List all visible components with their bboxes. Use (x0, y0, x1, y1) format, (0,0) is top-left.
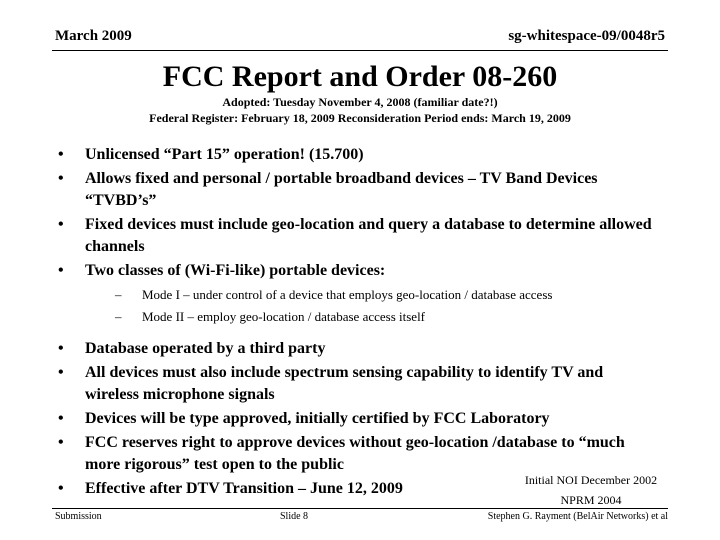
bullet-list (58, 144, 658, 502)
sub-bullet-text: Mode II – employ geo-location / database access itself (142, 309, 426, 324)
bullet-text: Unlicensed “Part 15” operation! (15.700) (85, 146, 364, 163)
bullet-item (58, 362, 658, 406)
sub-bullet-item (85, 284, 658, 306)
footer-submission: Submission (55, 511, 102, 522)
slide-title: FCC Report and Order 08-260 (162, 60, 558, 93)
sub-bullet-text: Mode I – under control of a device that employs geo-location / database access (142, 287, 553, 302)
sub-bullet-item (85, 306, 658, 328)
bullet-item (58, 408, 658, 430)
subtitle-adopted: Adopted: Tuesday November 4, 2008 (familiar date?!) (222, 95, 498, 109)
bullet-item (58, 144, 658, 166)
bullet-item (58, 214, 658, 258)
subtitle-federal-register: Federal Register: February 18, 2009 Reconsideration Period ends: March 19, 2009 (149, 111, 571, 125)
bullet-item (58, 168, 658, 212)
footer-rule (52, 508, 668, 509)
dash-icon: – (115, 287, 122, 302)
bullet-text: Database operated by a third party (85, 340, 326, 357)
sub-bullet-list (85, 284, 658, 328)
bullet-icon: • (58, 170, 64, 187)
dash-icon: – (115, 309, 122, 324)
header-doc-id: sg-whitespace-09/0048r5 (508, 28, 665, 44)
note-line-nprm: NPRM 2004 (560, 493, 622, 507)
bullet-item (58, 338, 658, 360)
header-date: March 2009 (55, 28, 132, 44)
bullet-text: Devices will be type approved, initially certified by FCC Laboratory (85, 410, 550, 427)
bullet-icon: • (58, 364, 64, 381)
bullet-icon: • (58, 410, 64, 427)
bullet-icon: • (58, 480, 64, 497)
footer-author: Stephen G. Rayment (BelAir Networks) et al (487, 511, 668, 522)
bullet-text: Two classes of (Wi-Fi-like) portable devices: (85, 262, 386, 279)
bullet-text: All devices must also include spectrum sensing capability to identify TV and wireless microphone signals (85, 364, 604, 403)
bullet-icon: • (58, 216, 64, 233)
bullet-text: FCC reserves right to approve devices without geo-location /database to “much more rigorous” test open to the public (85, 434, 625, 473)
note-line-noi: Initial NOI December 2002 (524, 473, 658, 487)
bullet-text: Allows fixed and personal / portable broadband devices – TV Band Devices “TVBD’s” (85, 170, 598, 209)
bullet-icon: • (58, 340, 64, 357)
bullet-item (58, 260, 658, 328)
bullet-icon: • (58, 146, 64, 163)
header-rule (52, 50, 668, 51)
bullet-icon: • (58, 434, 64, 451)
bullet-text: Effective after DTV Transition – June 12, 2009 (85, 480, 403, 497)
footer-slide-number: Slide 8 (280, 511, 309, 522)
noi-nprm-note (476, 470, 706, 510)
bullet-text: Fixed devices must include geo-location and query a database to determine allowed channels (85, 216, 652, 255)
bullet-icon: • (58, 262, 64, 279)
